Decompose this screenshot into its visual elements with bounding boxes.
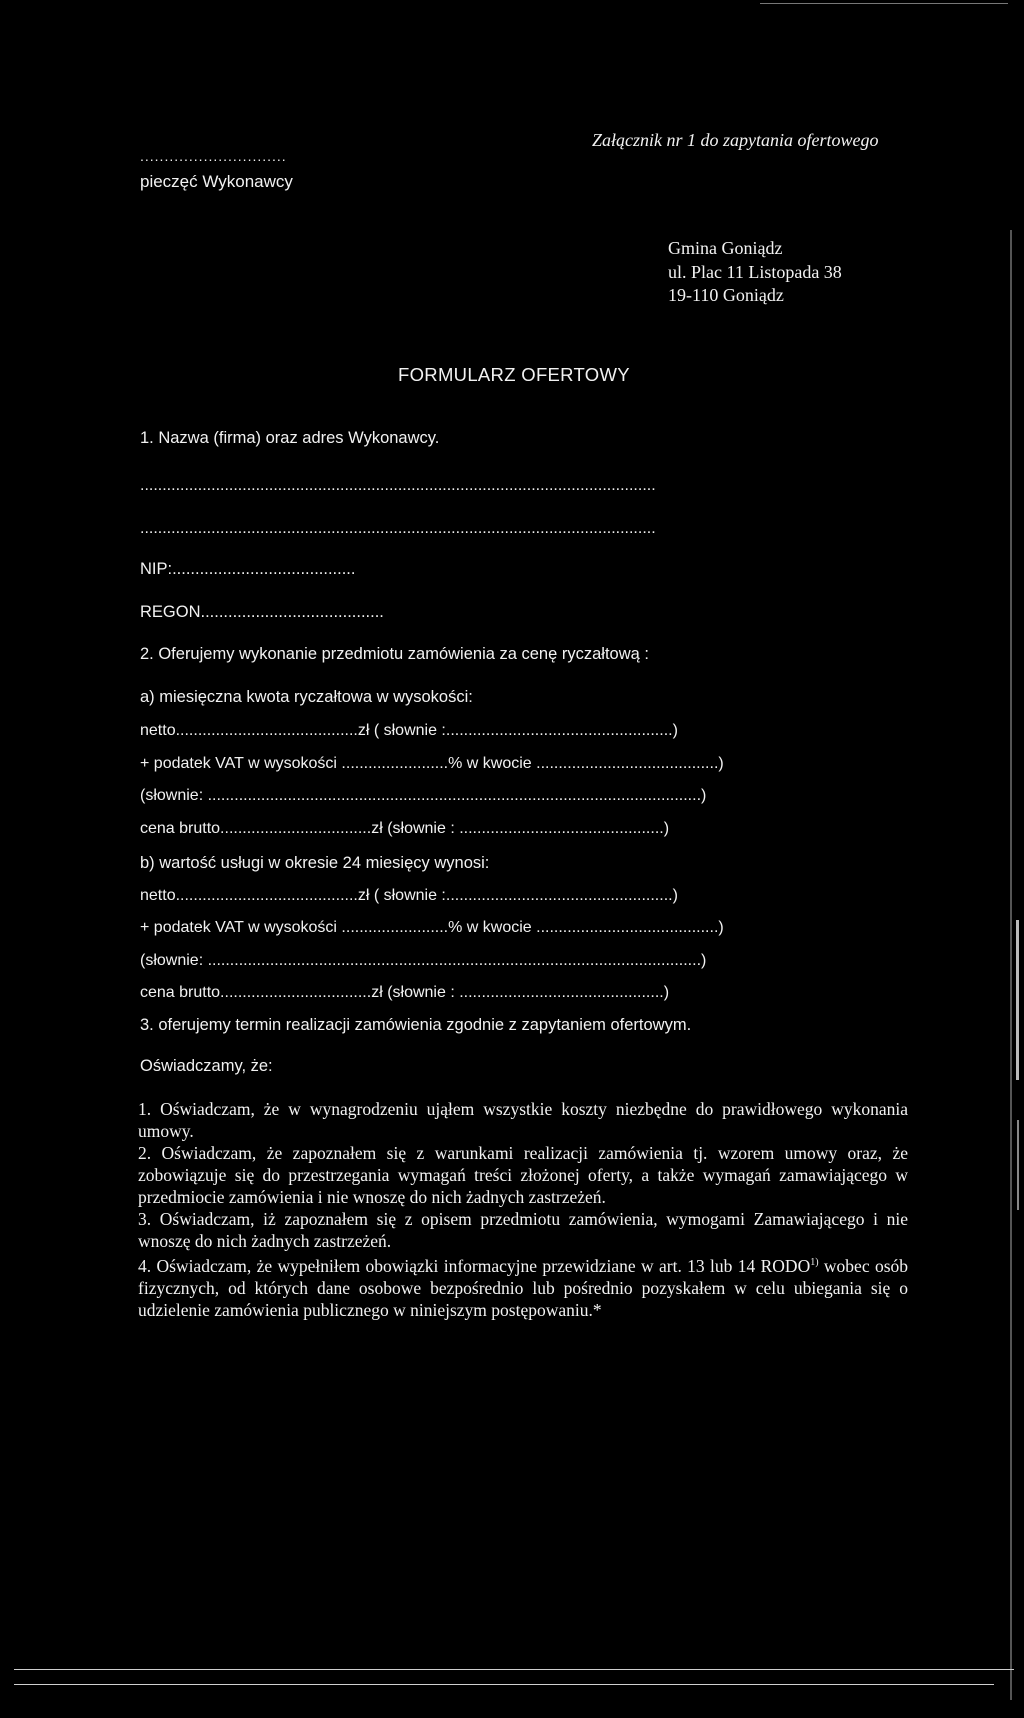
- section1-heading: 1. Nazwa (firma) oraz adres Wykonawcy.: [140, 429, 440, 447]
- nip-field[interactable]: NIP:........................................: [140, 560, 356, 578]
- monthly-vat-field[interactable]: + podatek VAT w wysokości ........................% w kwocie .........................................): [140, 755, 724, 772]
- regon-field[interactable]: REGON........................................: [140, 603, 384, 621]
- scan-edge-line: [1010, 230, 1012, 1700]
- declaration-4-part1: 4. Oświadczam, że wypełniłem obowiązki informacyjne przewidziane w art. 13 lub 14 RODO: [138, 1255, 811, 1276]
- recipient-line2: ul. Plac 11 Listopada 38: [668, 262, 842, 282]
- total-netto-field[interactable]: netto.........................................zł ( słownie :...................................................): [140, 887, 678, 904]
- scan-edge-mark-2: [1017, 1120, 1019, 1210]
- seal-label: pieczęć Wykonawcy: [140, 172, 293, 191]
- declaration-4: [138, 1252, 908, 1321]
- form-title: FORMULARZ OFERTOWY: [398, 364, 630, 385]
- declaration-4-part2: wobec osób fizycznych, od których dane osobowe bezpośrednio lub pośrednio pozyskałem w celu ubiegania się o udzielenie zamówienia publicznego w niniejszym postępowaniu.*: [138, 1255, 909, 1320]
- total-slownie-field[interactable]: (słownie: ...............................................................................................................): [140, 952, 707, 969]
- bottom-rule: [14, 1684, 994, 1685]
- recipient-line3: 19-110 Goniądz: [668, 285, 784, 305]
- seal-dots: ..............................: [140, 148, 287, 164]
- monthly-heading: a) miesięczna kwota ryczałtowa w wysokości:: [140, 688, 473, 706]
- footnote-marker: 1): [810, 1257, 819, 1268]
- total-heading: b) wartość usługi w okresie 24 miesięcy wynosi:: [140, 854, 490, 872]
- section3-text: 3. oferujemy termin realizacji zamówienia zgodnie z zapytaniem ofertowym.: [140, 1016, 692, 1034]
- footnote-separator: [14, 1669, 1014, 1670]
- monthly-brutto-field[interactable]: cena brutto..................................zł (słownie : ..............................................): [140, 820, 670, 837]
- company-address-field[interactable]: ....................................................................................................................: [140, 520, 656, 537]
- declaration-1: 1. Oświadczam, że w wynagrodzeniu ująłem wszystkie koszty niezbędne do prawidłowego wykonania umowy.: [138, 1099, 908, 1141]
- monthly-netto-field[interactable]: netto.........................................zł ( słownie :...................................................): [140, 722, 678, 739]
- monthly-slownie-field[interactable]: (słownie: ...............................................................................................................): [140, 787, 707, 804]
- declaration-3: 3. Oświadczam, iż zapoznałem się z opisem przedmiotu zamówienia, wymogami Zamawiającego i nie wnoszę do nich żadnych zastrzeżeń.: [138, 1209, 908, 1251]
- total-vat-field[interactable]: + podatek VAT w wysokości ........................% w kwocie .........................................): [140, 919, 724, 936]
- total-brutto-field[interactable]: cena brutto..................................zł (słownie : ..............................................): [140, 984, 670, 1001]
- company-name-field[interactable]: ....................................................................................................................: [140, 477, 656, 494]
- top-edge-rule: [760, 3, 1008, 4]
- section2-heading: 2. Oferujemy wykonanie przedmiotu zamówienia za cenę ryczałtową :: [140, 645, 649, 663]
- declaration-2: 2. Oświadczam, że zapoznałem się z warunkami realizacji zamówienia tj. wzorem umowy oraz, że zobowiązuje się do przestrzegania wymagań treści złożonej oferty, a także wymagań zamawiającego w przedmiocie zamówienia i nie wnoszę do nich żadnych zastrzeżeń.: [138, 1143, 908, 1207]
- scan-edge-mark: [1016, 920, 1019, 1080]
- annex-label: Załącznik nr 1 do zapytania ofertowego: [592, 130, 879, 150]
- recipient-line1: Gmina Goniądz: [668, 238, 783, 258]
- declare-heading: Oświadczamy, że:: [140, 1057, 273, 1075]
